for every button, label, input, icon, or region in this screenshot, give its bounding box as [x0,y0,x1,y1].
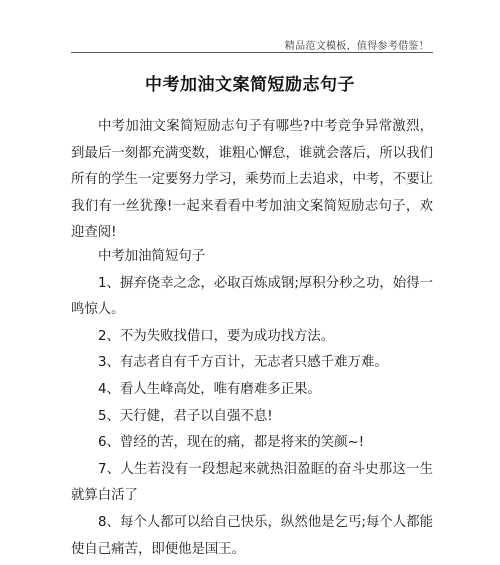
header-divider [71,52,433,53]
quote-item: 3、有志者自有千方百计，无志者只感千难万难。 [98,355,388,371]
quote-item: 8、每个人都可以给自己快乐，纵然他是乞丐;每个人都能使自己痛苦，即便他是国王。 [71,514,433,557]
section-heading: 中考加油简短句子 [98,249,206,264]
header-note: 精品范文模板，值得参考借鉴！ [284,41,429,52]
quote-item: 1、摒弃侥幸之念，必取百炼成钢;厚积分秒之功，始得一鸣惊人。 [71,275,433,318]
quote-item: 6、曾经的苦，现在的痛，都是将来的笑颜~! [98,435,365,451]
document-title: 中考加油文案简短励志句子 [145,75,355,95]
quote-item: 7、人生若没有一段想起来就热泪盈眶的奋斗史那这一生就算白活了 [71,461,433,504]
quote-item: 4、看人生峰高处，唯有磨难多正果。 [98,381,321,397]
quote-item: 2、不为失败找借口，要为成功找方法。 [98,328,335,344]
intro-paragraph: 中考加油文案简短励志句子有哪些?中考竞争异常激烈，到最后一刻都充满变数，谁粗心懈怠，谁就会落后，所以我们所有的学生一定要努力学习，乘势而上去追求，中考，不要让我们有一丝犹豫!一起来看看中考加油文案简短励志句子，欢迎查阅! [71,119,433,241]
quote-item: 5、天行健，君子以自强不息! [98,408,273,424]
quote-section [71,244,433,563]
